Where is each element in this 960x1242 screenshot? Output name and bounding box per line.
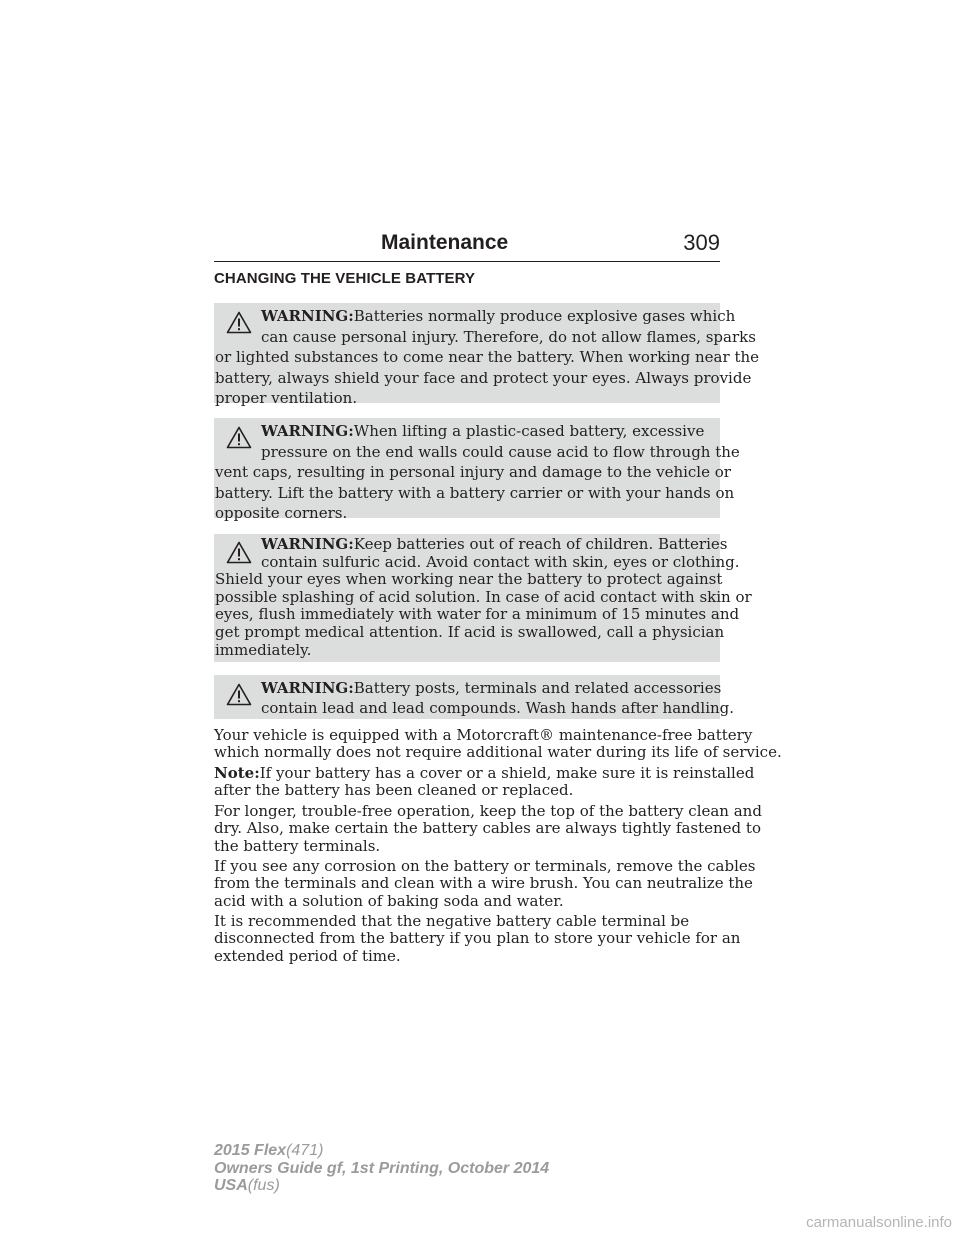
paragraph-line: extended period of time.: [214, 946, 401, 965]
warning-line: opposite corners.: [215, 504, 348, 522]
warning-line: proper ventilation.: [215, 389, 358, 407]
page-number: 309: [683, 230, 720, 255]
warning-line: Shield your eyes when working near the battery to protect against: [215, 570, 723, 589]
warning-triangle-icon: [226, 311, 252, 334]
paragraph-line: It is recommended that the negative battery cable terminal be: [214, 912, 690, 930]
warning-label: WARNING:: [261, 535, 354, 553]
paragraph-line: which normally does not require additional water during its life of service.: [214, 743, 782, 762]
note-label: Note:: [214, 764, 260, 782]
warning-line: get prompt medical attention. If acid is swallowed, call a physician: [215, 622, 725, 641]
warning-line: contain sulfuric acid. Avoid contact with skin, eyes or clothing.: [261, 552, 740, 571]
paragraph-line: [214, 764, 755, 782]
footer-model-code: (471): [286, 1142, 324, 1159]
warning-text: Keep batteries out of reach of children. Batteries: [353, 535, 728, 553]
note-text: If your battery has a cover or a shield, make sure it is reinstalled: [259, 764, 755, 782]
warning-first-line: [215, 535, 728, 554]
warning-line: can cause personal injury. Therefore, do not allow flames, sparks: [261, 327, 756, 346]
footer-market: USA: [214, 1177, 248, 1194]
paragraph-line: disconnected from the battery if you plan to store your vehicle for an: [214, 929, 741, 948]
footer-market-code: (fus): [247, 1177, 280, 1194]
warning-box: [214, 675, 735, 719]
body-paragraph: [214, 857, 756, 910]
footer-line: [214, 1177, 549, 1195]
warning-triangle-icon: [226, 683, 252, 706]
page-header: [214, 229, 720, 262]
warning-text: Batteries normally produce explosive gases which: [353, 307, 736, 325]
warning-line: possible splashing of acid solution. In case of acid contact with skin or: [215, 587, 752, 606]
body-paragraph: [214, 726, 782, 762]
warning-text: Battery posts, terminals and related accessories: [353, 679, 722, 697]
warning-label: WARNING:: [261, 307, 354, 325]
warning-box: [214, 303, 760, 407]
warning-box: [214, 534, 752, 662]
paragraph-line: dry. Also, make certain the battery cables are always tightly fastened to: [214, 819, 761, 838]
warning-triangle-icon: [226, 541, 252, 564]
warning-text: When lifting a plastic-cased battery, excessive: [353, 422, 705, 440]
warning-box: [214, 418, 740, 522]
section-heading: CHANGING THE VEHICLE BATTERY: [214, 270, 476, 287]
section-title: Maintenance: [381, 231, 509, 254]
warning-line: battery, always shield your face and protect your eyes. Always provide: [215, 368, 752, 387]
warning-line: pressure on the end walls could cause acid to flow through the: [261, 442, 740, 461]
warning-first-line: [215, 306, 736, 327]
paragraph-line: the battery terminals.: [214, 836, 381, 855]
paragraph-line: For longer, trouble-free operation, keep the top of the battery clean and: [214, 802, 762, 820]
footer-line: Owners Guide gf, 1st Printing, October 2014: [214, 1159, 550, 1177]
warning-line: or lighted substances to come near the battery. When working near the: [215, 348, 760, 366]
page-footer: [214, 1142, 549, 1195]
warning-label: WARNING:: [261, 422, 354, 440]
warning-label: WARNING:: [261, 679, 354, 697]
note-paragraph: [214, 764, 755, 800]
warning-line: battery. Lift the battery with a battery carrier or with your hands on: [215, 483, 735, 502]
paragraph-line: from the terminals and clean with a wire brush. You can neutralize the: [214, 874, 753, 893]
warning-line: contain lead and lead compounds. Wash hands after handling.: [261, 699, 735, 717]
warning-line: immediately.: [215, 640, 312, 659]
body-paragraph: [214, 802, 762, 855]
footer-model: 2015 Flex: [214, 1142, 287, 1159]
warning-first-line: [215, 421, 714, 442]
warning-line: eyes, flush immediately with water for a minimum of 15 minutes and: [215, 605, 740, 624]
paragraph-line: If you see any corrosion on the battery or terminals, remove the cables: [214, 857, 756, 875]
paragraph-line: acid with a solution of baking soda and water.: [214, 891, 564, 910]
paragraph-line: after the battery has been cleaned or replaced.: [214, 781, 574, 800]
warning-line: vent caps, resulting in personal injury and damage to the vehicle or: [215, 463, 731, 481]
warning-triangle-icon: [226, 426, 252, 449]
footer-line: [214, 1142, 549, 1160]
paragraph-line: Your vehicle is equipped with a Motorcraft® maintenance-free battery: [214, 726, 753, 744]
watermark-link[interactable]: carmanualsonline.info: [806, 1214, 952, 1231]
warning-first-line: [215, 678, 722, 698]
body-paragraph: [214, 912, 741, 965]
